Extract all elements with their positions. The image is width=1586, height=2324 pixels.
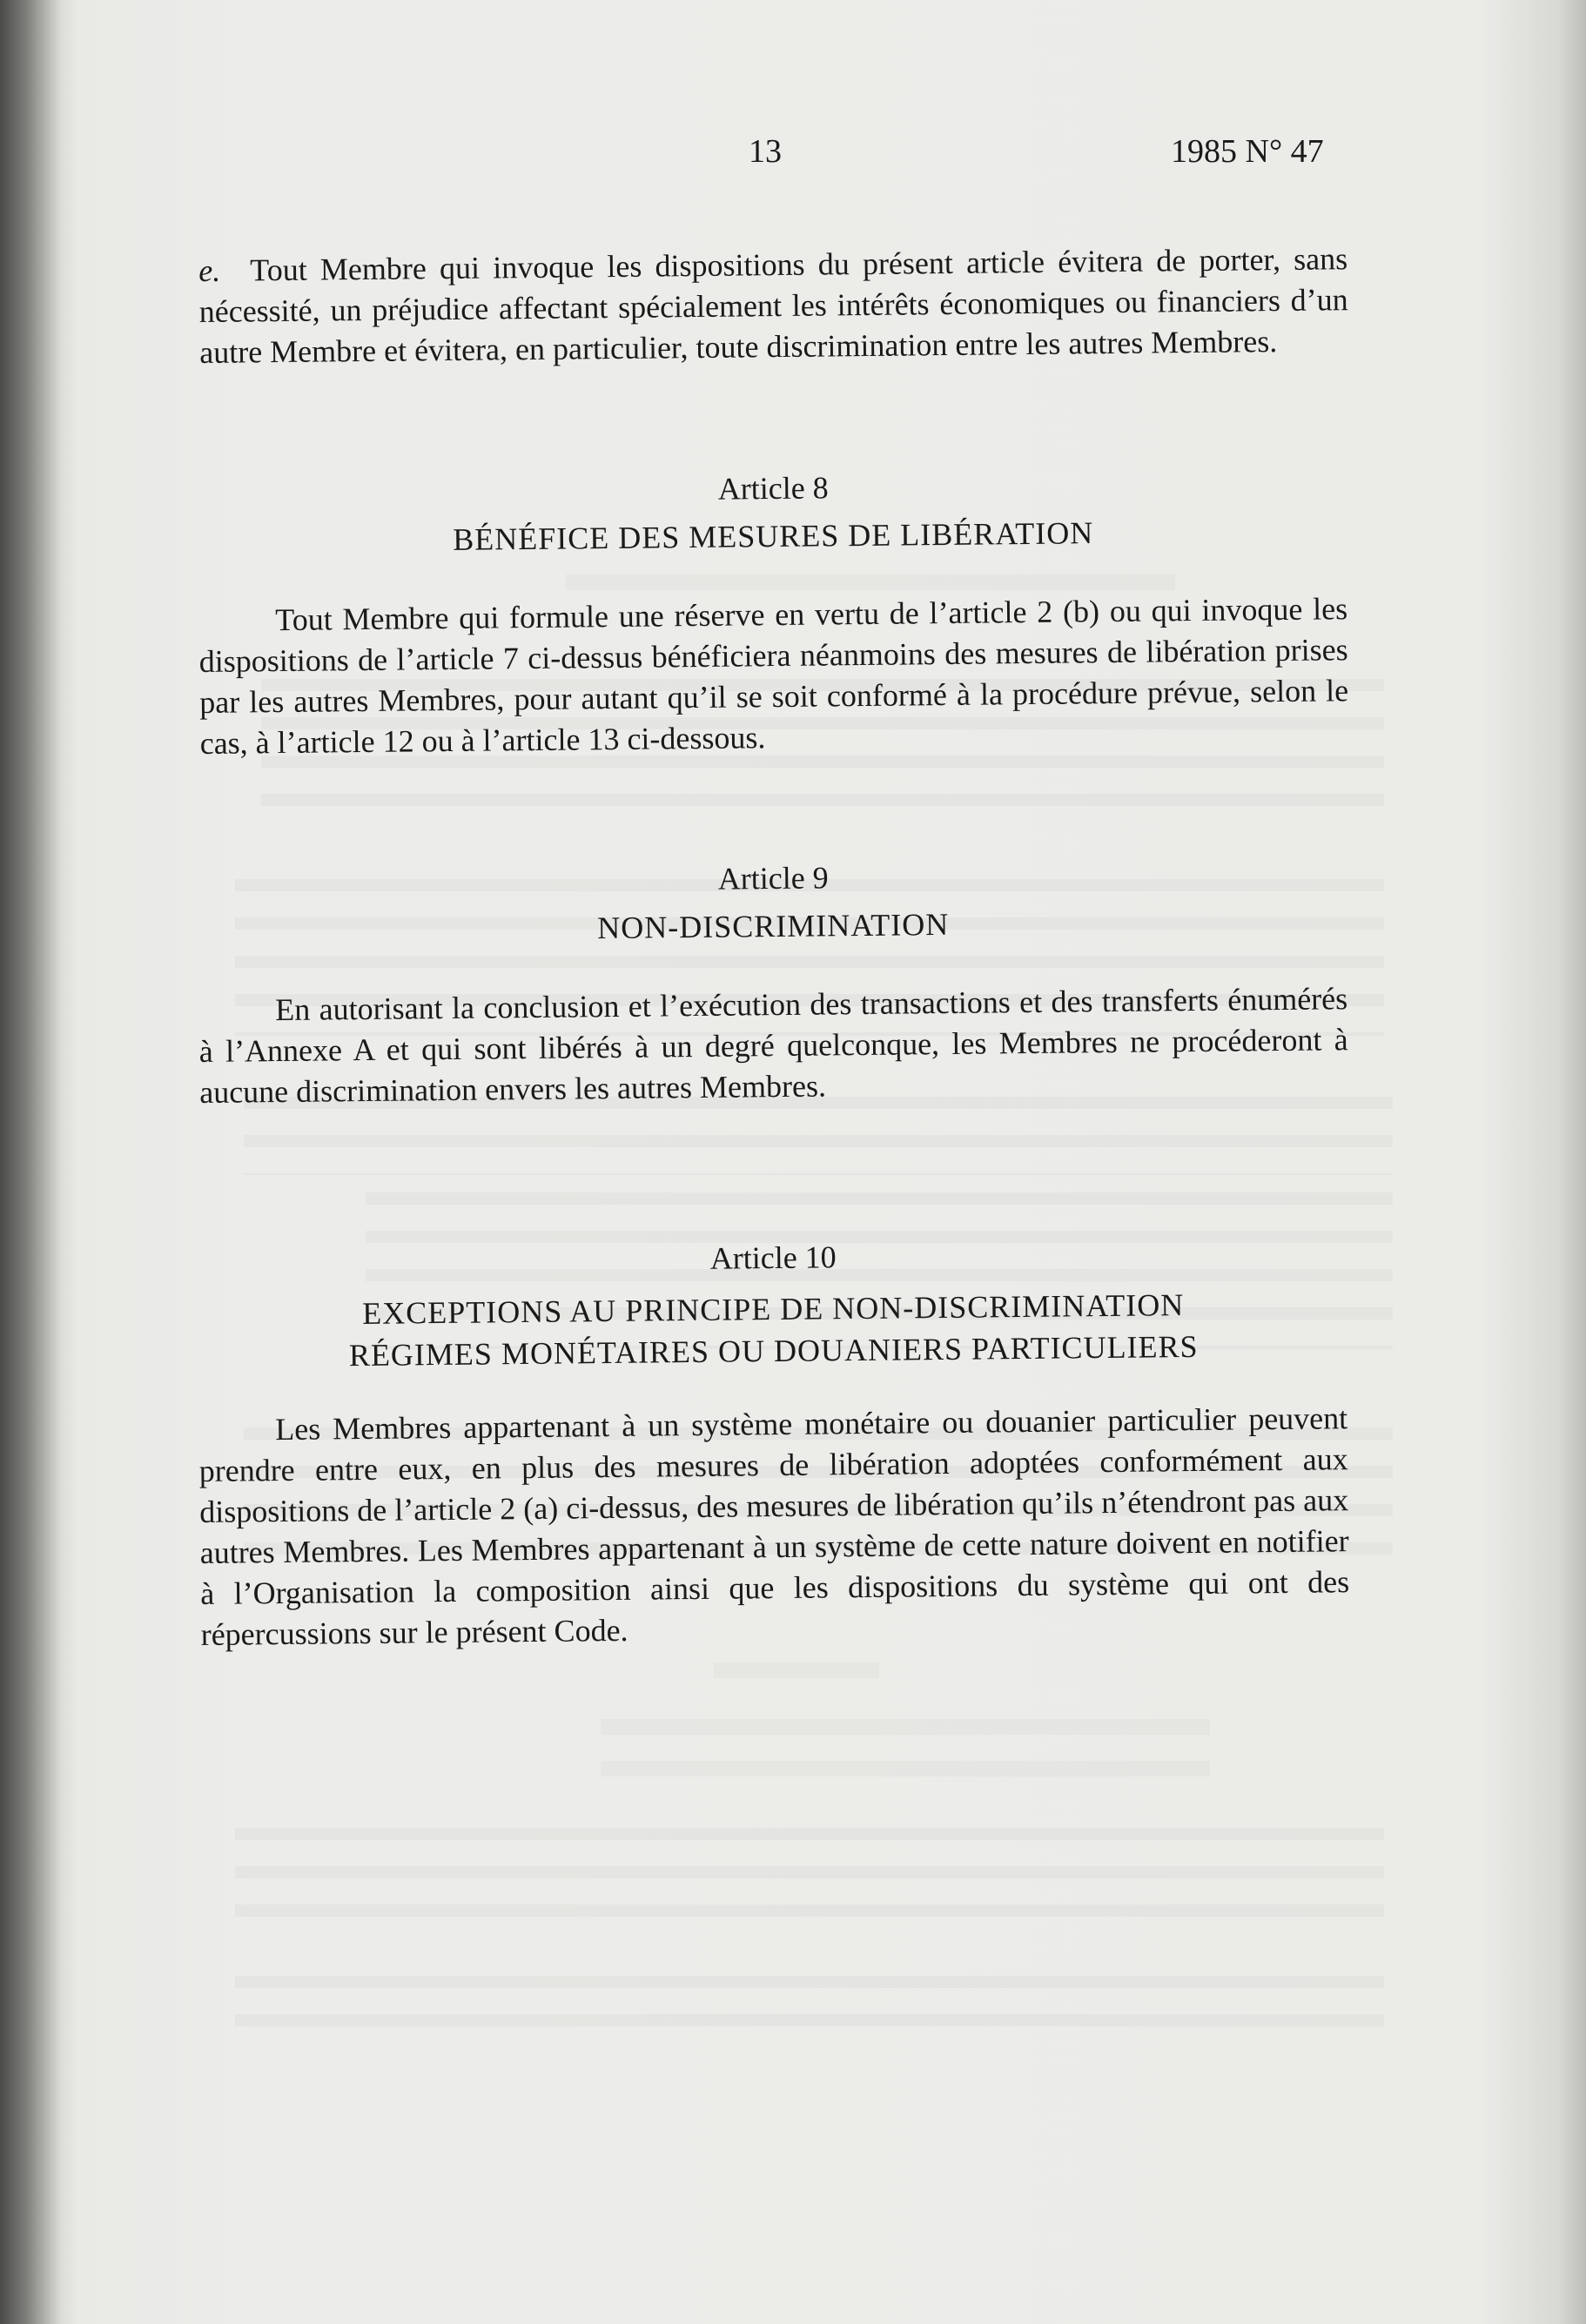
article-9-heading: Article 9	[717, 860, 829, 897]
article-8-title-line: BÉNÉFICE DES MESURES DE LIBÉRATION	[453, 515, 1094, 557]
article-9-title-line: NON-DISCRIMINATION	[597, 906, 950, 946]
article-9-text: En autorisant la conclusion et l’exécution des transactions et des transferts énumérés à l’Annexe A et qui sont libérés à un degré quelconque, les Membres ne procéderont à aucune discrimination envers les autres Membres.	[198, 981, 1348, 1110]
article-8-title	[198, 509, 1347, 563]
article-8-heading: Article 8	[717, 470, 829, 507]
article-10-title-line-2: RÉGIMES MONÉTAIRES OU DOUANIERS PARTICULIERS	[348, 1328, 1199, 1374]
article-10-title-line-1: EXCEPTIONS AU PRINCIPE DE NON-DISCRIMINATION	[362, 1287, 1185, 1331]
article-8-text: Tout Membre qui formule une réserve en vertu de l’article 2 (b) ou qui invoque les dispositions de l’article 7 ci-dessus bénéficiera néanmoins des mesures de libération prises par les autres Membres, pour autant qu’il se soit conformé à la procédure prévue, selon le cas, à l’article 12 ou à l’article 13 ci-dessous.	[198, 591, 1349, 761]
article-10-heading: Article 10	[709, 1239, 837, 1276]
article-10-title	[198, 1282, 1348, 1378]
paragraph-label: e.	[198, 252, 221, 288]
document-reference: 1985 N° 47	[1171, 133, 1324, 170]
article-10-text: Les Membres appartenant à un système monétaire ou douanier particulier peuvent prendre entre eux, en plus des mesures de libération adoptées conformément aux dispositions de l’article 2 (a) ci-dessus, des mesures de libération qu’ils n’étendront pas aux autres Membres. Les Membres appartenant à un système de cette nature doivent en notifier à l’Organisation la composition ainsi que les dispositions du système qui ont des répercussions sur le présent Code.	[198, 1400, 1350, 1652]
opening-paragraph	[198, 238, 1348, 373]
page-number: 13	[749, 133, 782, 170]
article-9-title	[198, 899, 1347, 953]
paragraph-text: Tout Membre qui invoque les dispositions du présent article évitera de porter, sans nécessité, un préjudice affectant spécialement les intérêts économiques ou financiers d’un autre Membre et évitera, en particulier, toute discrimination entre les autres Membres.	[198, 241, 1348, 370]
